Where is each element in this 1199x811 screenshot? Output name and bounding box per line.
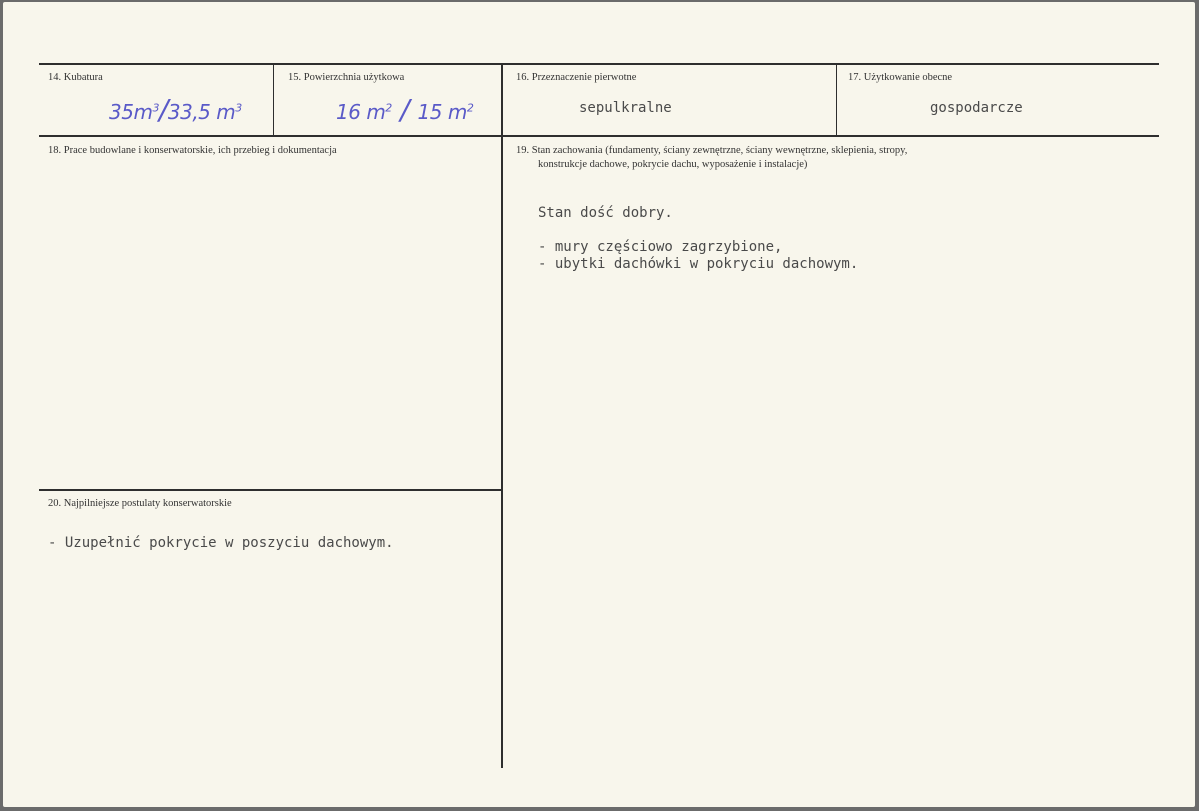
field-20-text: - Uzupełnić pokrycie w poszyciu dachowym. (48, 535, 394, 551)
field-15-label: 15. Powierzchnia użytkowa (288, 72, 405, 83)
field-19-item: - ubytki dachówki w pokryciu dachowym. (538, 256, 859, 272)
field-20-label: 20. Najpilniejsze postulaty konserwatorskie (48, 498, 232, 509)
top-rule (39, 63, 1159, 65)
field-17-value: gospodarcze (930, 100, 1023, 116)
field-14-value: $35m^3/33,5$ $m^3$ (109, 93, 242, 126)
field-15-value: 16 $m^2 / 15$ $m^2$ (336, 93, 474, 126)
field-19-summary: Stan dość dobry. (538, 205, 673, 221)
field-16-value: sepulkralne (579, 100, 672, 116)
field-19-label-line2: konstrukcje dachowe, pokrycie dachu, wyposażenie i instalacje) (538, 159, 808, 170)
field-19-label-line1: 19. Stan zachowania (fundamenty, ściany zewnętrzne, ściany wewnętrzne, sklepienia, stropy, (516, 145, 908, 156)
divider-16-17 (836, 64, 837, 136)
divider-14-15 (273, 64, 274, 136)
field-16-label: 16. Przeznaczenie pierwotne (516, 72, 637, 83)
field-19-item: - mury częściowo zagrzybione, (538, 239, 783, 255)
field-14-label: 14. Kubatura (48, 72, 103, 83)
row-1-rule (39, 135, 1159, 137)
field-20-rule (39, 489, 501, 491)
field-17-label: 17. Użytkowanie obecne (848, 72, 953, 83)
field-18-label: 18. Prace budowlane i konserwatorskie, ich przebieg i dokumentacja (48, 145, 337, 156)
record-card (3, 2, 1195, 807)
divider-main (501, 64, 503, 768)
